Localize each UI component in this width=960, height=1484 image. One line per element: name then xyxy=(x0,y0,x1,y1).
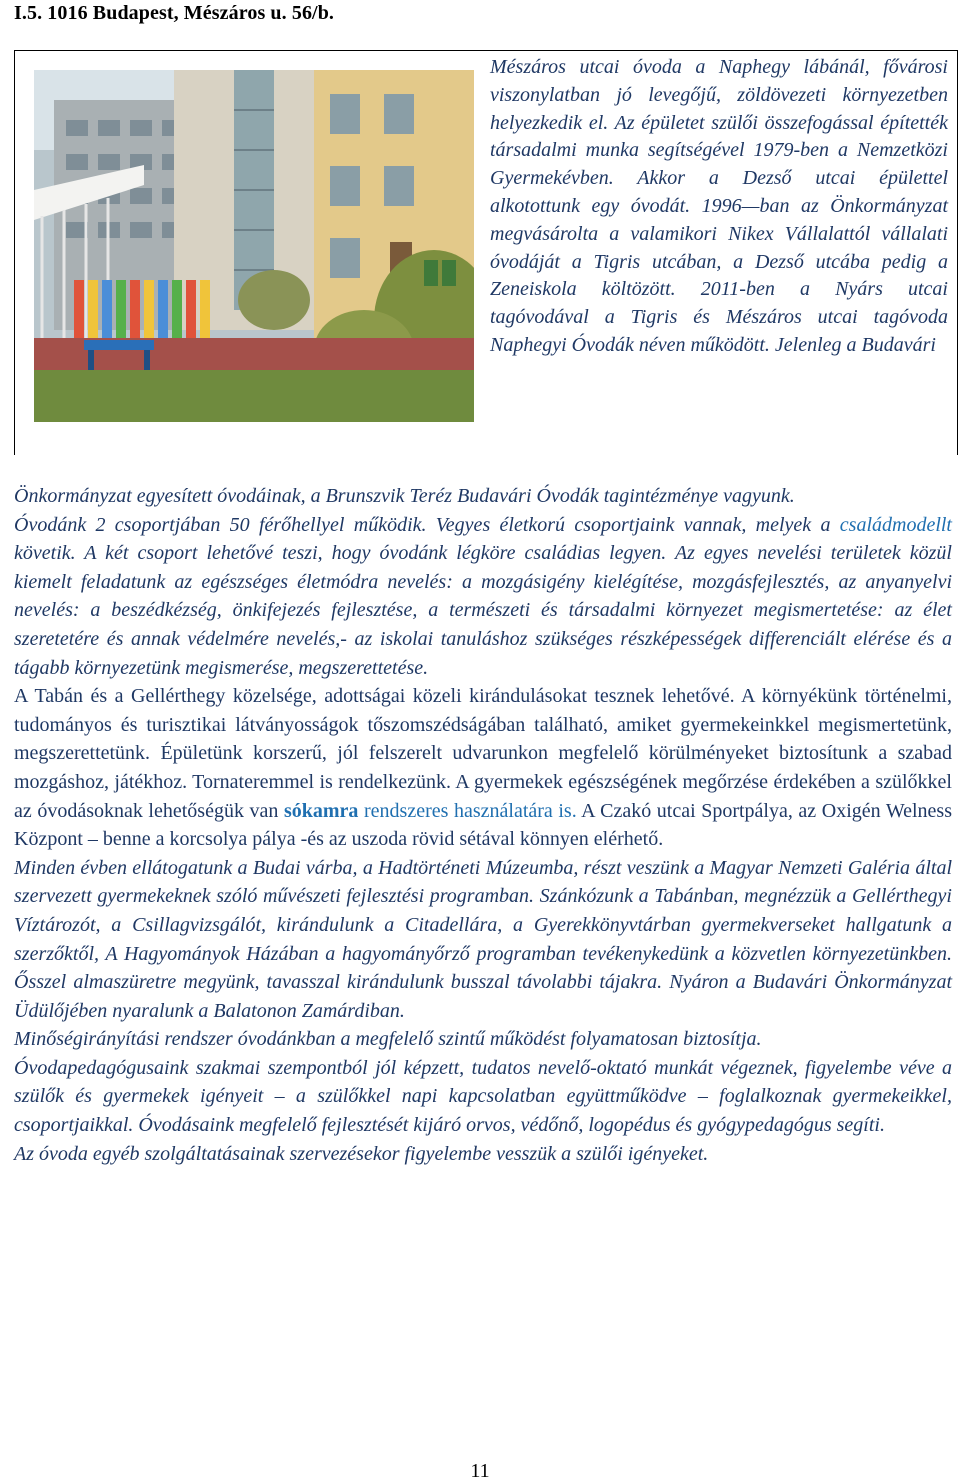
highlight-span: rendszeres használatára is. xyxy=(358,799,577,822)
paragraph-3: Minden évben ellátogatunk a Budai várba, a Hadtörténeti Múzeumba, részt veszünk a Magyar Nemzeti Galéria által szervezett gyermekeknek szóló művészeti fejlesztési programban. Szánkózunk a Tabánban, megnézzük a Gellérthegyi Víztározót, a Csillagvizsgálót, kirándulunk a Citadellára, a Gyerekkönyvtárban gyermekverseket hallgatunk a szerzőktől, A Hagyományok Házában a hagyományőrző programban tevékenykedünk a közvetlen környezetünkben. Ősszel almaszüretre megyünk, tavasszal kirándulunk busszal távolabbi tájakra. Nyáron a Budavári Önkormányzat Üdülőjében nyaralunk a Balatonon Zamárdiban. xyxy=(14,856,952,1022)
text-span: Az egyes nevelési területek közül kiemelt feladatunk az egészséges életmódra nevelés: a mozgásigény kielégítése, mozgásfejlesztés, az anyanyelvi nevelés: a beszédkézség, önkifejezés fejlesztése, a természeti és társadalmi környezet megismertetése: az élet szeretetére és annak védelmére nevelés,- az iskolai tanuláshoz szükséges részképességek differenciált elérése és a tágabb környezetünk megismerése, megszerettetése. xyxy=(14,542,952,679)
text-span: A Tabán és a Gellérthegy közelsége, adottságai közeli kirándulásokat tesznek lehetővé. A környékünk történelmi, tudományos és turisztikai látványosságok tőszomszédságában található, amiket gyermekeinkkel megismertetünk, megszerettetünk. Épületünk korszerű, jól felszerelt udvarunkon megfelelő körülményeket biztosítunk a szabad mozgáshoz, játékhoz. Tornateremmel is rendelkezünk. A gyermekek egészségének megőrzése érdekében a szülőkkel az óvodásoknak lehetőségük van xyxy=(14,685,952,822)
kindergarten-building-photo xyxy=(34,70,474,422)
text-span: A Czakó utcai Sportpálya, az Oxigén Welness Központ – benne a korcsolya pálya -és az uszoda rövid sétával könnyen elérhető. xyxy=(14,799,952,851)
text-span: Óvodánk 2 csoportjában 50 férőhellyel működik. Vegyes életkorú csoportjaink vannak, melyek a xyxy=(14,513,840,536)
paragraph-4: Minőségirányítási rendszer óvodánkban a megfelelő szintű működést folyamatosan biztosítja. xyxy=(14,1028,762,1051)
page-heading: I.5. 1016 Budapest, Mészáros u. 56/b. xyxy=(14,2,335,24)
text-span: követik. A két csoport lehetővé teszi, hogy óvodánk légköre családias legyen. xyxy=(14,542,675,565)
highlight-span: sókamra xyxy=(283,799,359,822)
paragraph-6: Az óvoda egyéb szolgáltatásainak szervezésekor figyelembe vesszük a szülői igényeket. xyxy=(14,1142,709,1165)
text-span: Önkormányzat egyesített óvodáinak, a Brunszvik Teréz Budavári Óvodák tagintézménye vagyunk. xyxy=(14,485,795,507)
main-text xyxy=(14,482,952,1168)
paragraph-5: Óvodapedagógusaink szakmai szempontból jól képzett, tudatos nevelő-oktató munkát végeznek, figyelembe véve a szülők és gyermekek igényeit – a szülőkkel napi kapcsolatban együttműködve – foglalkoznak gyermekeikkel, csoportjaikkal. Óvodásaink megfelelő fejlesztését kijáró orvos, védőnő, logopédus és gyógypedagógus segíti. xyxy=(14,1056,952,1137)
page-number: 11 xyxy=(470,1460,490,1482)
paragraph-1 xyxy=(14,482,952,682)
intro-paragraph: Mészáros utcai óvoda a Naphegy lábánál, fővárosi viszonylatban jó levegőjű, zöldövezeti környezetben helyezkedik el. Az épületet szülői összefogással építették társadalmi munka segítségével 1979-ben a Nemzetközi Gyermekévben. Akkor a Dezső utcai épülettel alkotottunk egy óvodát. 1996—ban az Önkormányzat megvásárolta a valamikori Nikex Vállalattól vállalati óvodáját a Tigris utcában, a Dezső utcába pedig a Zeneiskola költözött. 2011-ben a Nyárs utcai tagóvodával a Tigris és Mészáros utcai tagóvoda Naphegyi Óvodák néven működött. Jelenleg a Budavári xyxy=(490,56,948,356)
paragraph-2 xyxy=(14,682,952,854)
highlight-span: családmodellt xyxy=(839,513,952,536)
